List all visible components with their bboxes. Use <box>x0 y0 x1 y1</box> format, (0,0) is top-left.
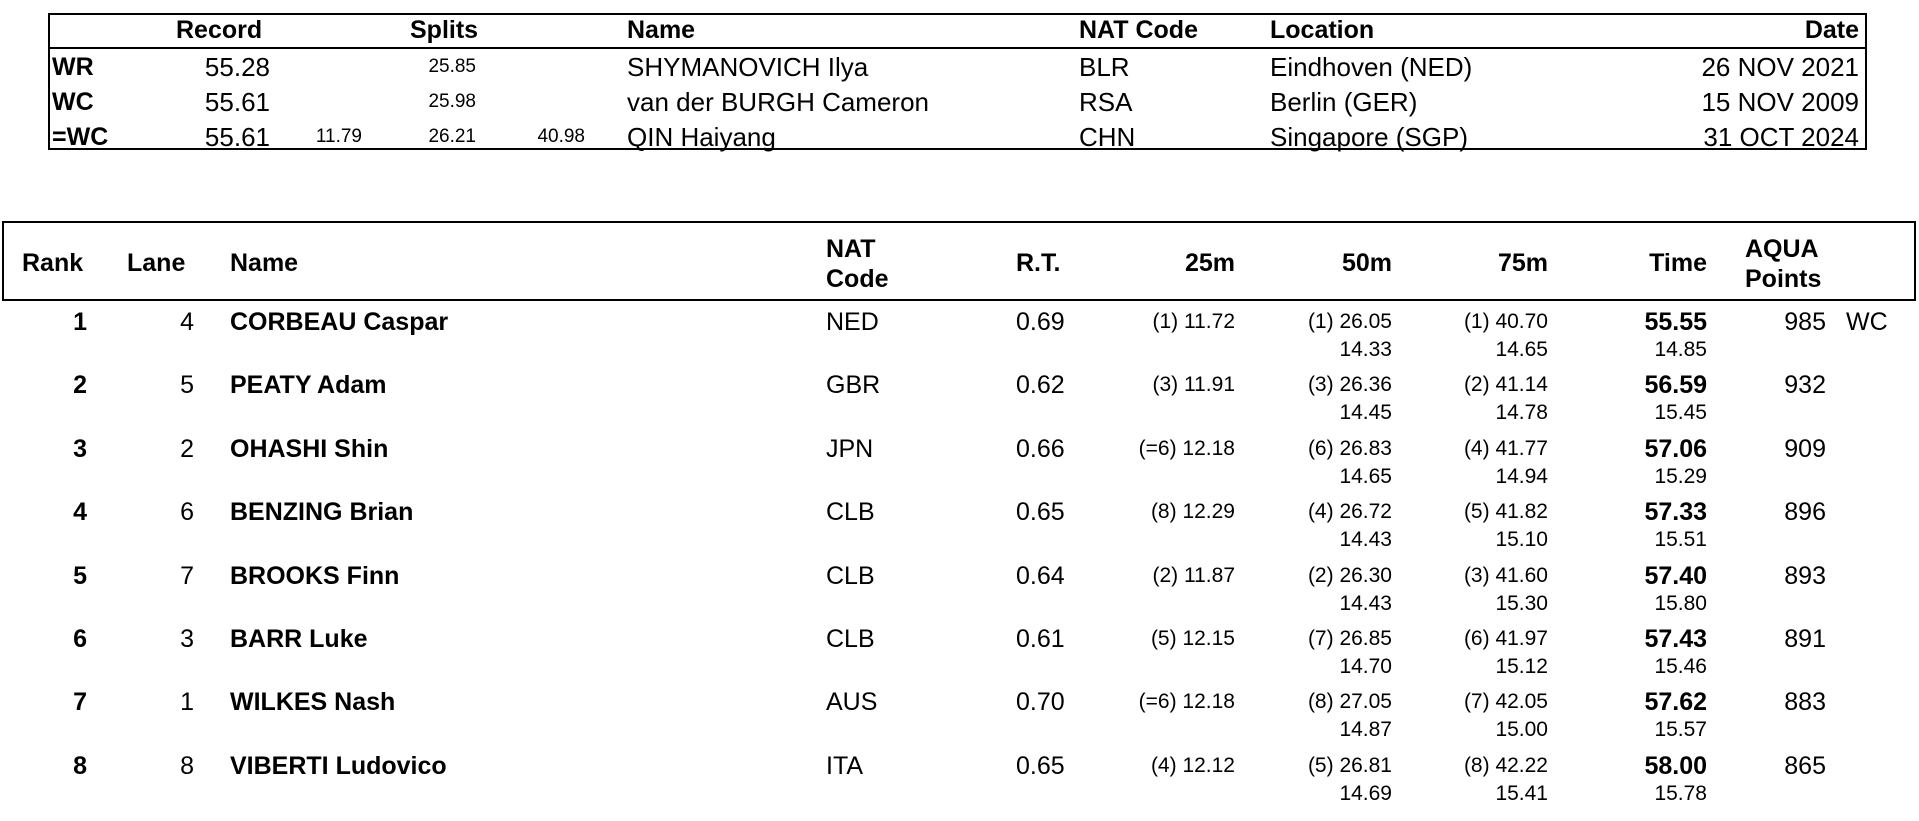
result-nat: AUS <box>826 688 878 716</box>
results-header-lane: Lane <box>127 249 186 277</box>
result-name: CORBEAU Caspar <box>230 308 449 336</box>
records-header-splits: Splits <box>410 16 479 44</box>
result-split-50m-lap: 14.70 <box>1339 655 1392 678</box>
result-name: OHASHI Shin <box>230 435 389 463</box>
record-type: =WC <box>52 123 109 151</box>
results-header-nat-line2: Code <box>826 265 889 293</box>
record-type: WC <box>52 88 94 116</box>
result-split-50m: (6) 26.83 <box>1307 437 1392 460</box>
result-lane: 2 <box>180 435 194 463</box>
result-split-50m: (4) 26.72 <box>1307 500 1392 523</box>
record-name: van der BURGH Cameron <box>627 87 929 117</box>
record-split-1: 11.79 <box>315 126 362 147</box>
result-nat: JPN <box>826 435 874 463</box>
result-rank: 4 <box>73 498 87 526</box>
record-nat: CHN <box>1079 122 1136 152</box>
result-reaction-time: 0.65 <box>1016 498 1065 526</box>
record-location: Eindhoven (NED) <box>1270 52 1473 82</box>
result-record-badge: WC <box>1846 308 1888 336</box>
result-name: BENZING Brian <box>230 498 414 526</box>
result-time: 55.55 <box>1644 308 1707 336</box>
result-nat: CLB <box>826 625 875 653</box>
result-split-50m: (5) 26.81 <box>1307 754 1392 777</box>
results-header-rank: Rank <box>22 249 84 277</box>
result-split-25m: (=6) 12.18 <box>1138 690 1235 713</box>
result-rank: 3 <box>73 435 87 463</box>
result-points: 896 <box>1784 498 1826 526</box>
result-time: 57.62 <box>1644 688 1707 716</box>
result-split-50m: (2) 26.30 <box>1307 564 1392 587</box>
result-time-lap: 15.29 <box>1654 465 1707 488</box>
result-time: 57.43 <box>1644 625 1707 653</box>
record-name: SHYMANOVICH Ilya <box>627 52 869 82</box>
result-name: PEATY Adam <box>230 371 387 399</box>
result-split-25m: (=6) 12.18 <box>1138 437 1235 460</box>
record-split-2: 25.98 <box>428 91 476 112</box>
results-header-nat <box>826 234 889 294</box>
result-split-25m: (3) 11.91 <box>1152 373 1235 396</box>
result-split-50m-lap: 14.87 <box>1339 718 1392 741</box>
result-split-25m: (5) 12.15 <box>1150 627 1235 650</box>
result-lane: 4 <box>180 308 194 336</box>
result-nat: CLB <box>826 562 875 590</box>
results-header-nat-line1: NAT <box>826 235 876 263</box>
result-time-lap: 15.51 <box>1654 528 1707 551</box>
result-name: WILKES Nash <box>230 688 396 716</box>
result-split-75m-lap: 15.41 <box>1495 782 1548 805</box>
result-rank: 8 <box>73 752 87 780</box>
record-nat: RSA <box>1079 87 1133 117</box>
result-reaction-time: 0.61 <box>1016 625 1065 653</box>
results-header-name: Name <box>230 249 299 277</box>
result-split-75m-lap: 15.00 <box>1495 718 1548 741</box>
result-time: 56.59 <box>1644 371 1707 399</box>
result-reaction-time: 0.69 <box>1016 308 1065 336</box>
result-nat: ITA <box>826 752 864 780</box>
records-header-location: Location <box>1270 16 1375 44</box>
result-split-75m: (8) 42.22 <box>1463 754 1548 777</box>
record-time: 55.61 <box>204 87 270 117</box>
record-nat: BLR <box>1079 52 1130 82</box>
record-split-2: 25.85 <box>428 56 476 77</box>
result-lane: 5 <box>180 371 194 399</box>
result-time: 57.06 <box>1644 435 1707 463</box>
result-reaction-time: 0.62 <box>1016 371 1065 399</box>
result-rank: 1 <box>73 308 87 336</box>
result-split-75m: (4) 41.77 <box>1463 437 1548 460</box>
results-header-time: Time <box>1649 249 1707 277</box>
result-points: 932 <box>1784 371 1826 399</box>
result-split-50m-lap: 14.43 <box>1339 592 1392 615</box>
result-split-75m: (7) 42.05 <box>1463 690 1548 713</box>
result-rank: 5 <box>73 562 87 590</box>
results-header-50m: 50m <box>1341 249 1392 277</box>
record-date: 26 NOV 2021 <box>1701 52 1859 82</box>
record-time: 55.61 <box>204 122 270 152</box>
result-name: BARR Luke <box>230 625 368 653</box>
result-reaction-time: 0.65 <box>1016 752 1065 780</box>
records-header-date: Date <box>1804 16 1859 44</box>
result-nat: GBR <box>826 371 881 399</box>
result-lane: 1 <box>180 688 194 716</box>
result-time-lap: 15.80 <box>1654 592 1707 615</box>
result-split-50m: (1) 26.05 <box>1307 310 1392 333</box>
result-time: 57.40 <box>1644 562 1707 590</box>
results-header-25m: 25m <box>1184 249 1235 277</box>
result-rank: 2 <box>73 371 87 399</box>
result-time-lap: 15.78 <box>1654 782 1707 805</box>
result-split-25m: (8) 12.29 <box>1150 500 1235 523</box>
records-header-divider <box>48 47 1867 49</box>
result-split-75m-lap: 15.30 <box>1495 592 1548 615</box>
results-header-75m: 75m <box>1497 249 1548 277</box>
result-points: 883 <box>1784 688 1826 716</box>
results-header-points-line1: AQUA <box>1745 235 1819 263</box>
record-location: Berlin (GER) <box>1270 87 1418 117</box>
result-nat: NED <box>826 308 879 336</box>
result-reaction-time: 0.70 <box>1016 688 1065 716</box>
result-time: 57.33 <box>1644 498 1707 526</box>
result-reaction-time: 0.64 <box>1016 562 1065 590</box>
result-time-lap: 15.57 <box>1654 718 1707 741</box>
result-name: BROOKS Finn <box>230 562 400 590</box>
result-split-25m: (2) 11.87 <box>1152 564 1235 587</box>
result-split-75m: (1) 40.70 <box>1463 310 1548 333</box>
result-split-50m-lap: 14.45 <box>1339 401 1392 424</box>
result-points: 909 <box>1784 435 1826 463</box>
result-time: 58.00 <box>1644 752 1707 780</box>
results-header-points-line2: Points <box>1745 265 1822 293</box>
result-time-lap: 15.45 <box>1654 401 1707 424</box>
results-header-rt: R.T. <box>1016 249 1061 277</box>
record-time: 55.28 <box>204 52 270 82</box>
record-split-2: 26.21 <box>428 126 476 147</box>
records-header-name: Name <box>627 16 696 44</box>
result-split-75m: (5) 41.82 <box>1463 500 1548 523</box>
result-split-75m: (6) 41.97 <box>1463 627 1548 650</box>
record-split-3: 40.98 <box>537 126 585 147</box>
result-split-75m-lap: 14.65 <box>1495 338 1548 361</box>
record-name: QIN Haiyang <box>627 122 776 152</box>
result-split-75m: (2) 41.14 <box>1463 373 1548 396</box>
result-points: 865 <box>1784 752 1826 780</box>
record-location: Singapore (SGP) <box>1270 122 1468 152</box>
result-lane: 3 <box>180 625 194 653</box>
result-points: 891 <box>1784 625 1826 653</box>
result-name: VIBERTI Ludovico <box>230 752 447 780</box>
result-lane: 7 <box>180 562 194 590</box>
result-split-75m-lap: 14.78 <box>1495 401 1548 424</box>
result-points: 985 <box>1784 308 1826 336</box>
result-reaction-time: 0.66 <box>1016 435 1065 463</box>
result-split-50m: (8) 27.05 <box>1307 690 1392 713</box>
result-split-25m: (4) 12.12 <box>1150 754 1235 777</box>
result-rank: 6 <box>73 625 87 653</box>
result-split-25m: (1) 11.72 <box>1152 310 1235 333</box>
result-split-75m: (3) 41.60 <box>1463 564 1548 587</box>
result-split-50m-lap: 14.69 <box>1339 782 1392 805</box>
result-split-50m-lap: 14.65 <box>1339 465 1392 488</box>
result-split-50m-lap: 14.43 <box>1339 528 1392 551</box>
result-points: 893 <box>1784 562 1826 590</box>
result-nat: CLB <box>826 498 875 526</box>
record-date: 15 NOV 2009 <box>1701 87 1859 117</box>
result-lane: 6 <box>180 498 194 526</box>
result-split-75m-lap: 14.94 <box>1495 465 1548 488</box>
result-time-lap: 15.46 <box>1654 655 1707 678</box>
result-split-75m-lap: 15.12 <box>1495 655 1548 678</box>
records-header-record: Record <box>176 16 263 44</box>
result-split-50m: (3) 26.36 <box>1307 373 1392 396</box>
result-split-50m: (7) 26.85 <box>1307 627 1392 650</box>
records-header-nat-code: NAT Code <box>1079 16 1198 44</box>
record-date: 31 OCT 2024 <box>1703 122 1859 152</box>
results-header-points <box>1745 234 1821 294</box>
result-split-50m-lap: 14.33 <box>1339 338 1392 361</box>
result-time-lap: 14.85 <box>1654 338 1707 361</box>
record-type: WR <box>52 53 94 81</box>
result-lane: 8 <box>180 752 194 780</box>
result-split-75m-lap: 15.10 <box>1495 528 1548 551</box>
result-rank: 7 <box>73 688 87 716</box>
